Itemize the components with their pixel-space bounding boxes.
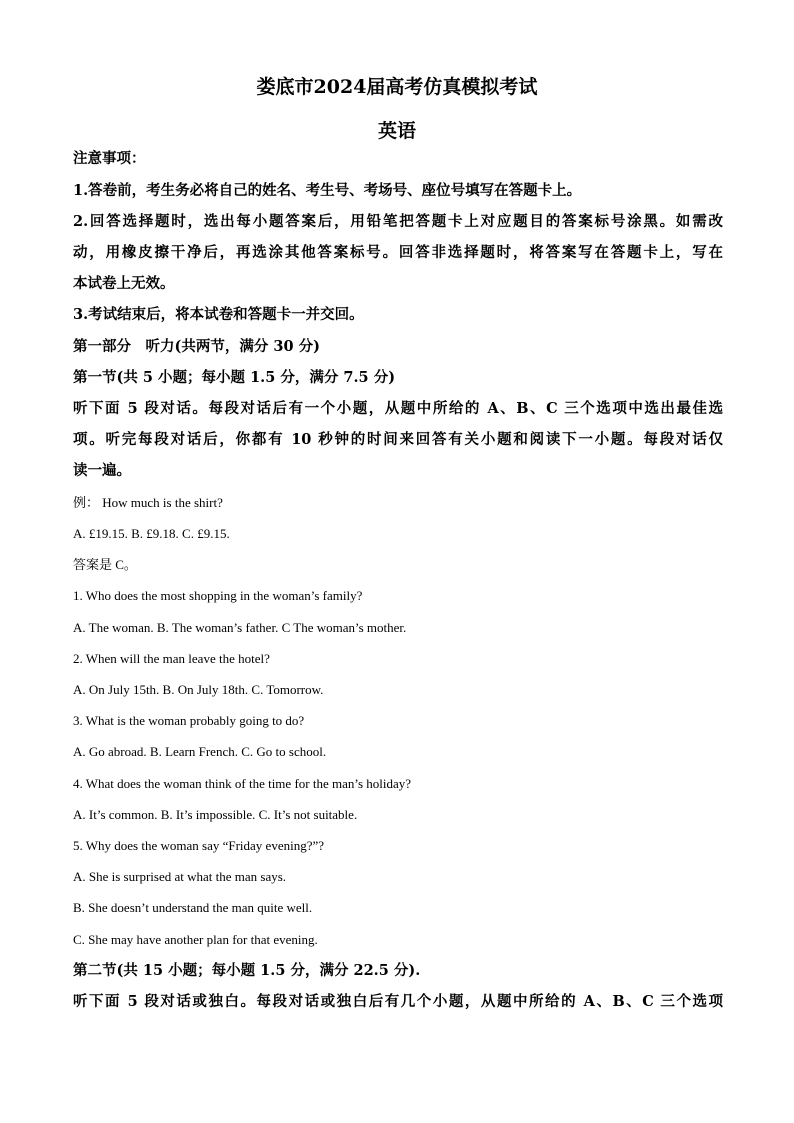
- notice-item-2-line-2: 动，用橡皮擦干净后，再选涂其他答案标号。回答非选择题时，将答案写在答题卡上，写在: [73, 244, 723, 261]
- question-5-option-b: B. She doesn’t understand the man quite well.: [73, 900, 313, 915]
- notice-item-1: 1.答卷前，考生务必将自己的姓名、考生号、考场号、座位号填写在答题卡上。: [73, 182, 582, 199]
- section-one-instruction-line-2: 项。听完每段对话后，你都有 10 秒钟的时间来回答有关小题和阅读下一小题。每段对话仅: [73, 431, 723, 448]
- section-two-instruction-line-1: 听下面 5 段对话或独白。每段对话或独白后有几个小题，从题中所给的 A、B、C 三个选项: [73, 993, 723, 1010]
- question-1: 1. Who does the most shopping in the woman’s family?: [73, 588, 363, 603]
- section-two-heading: 第二节(共 15 小题；每小题 1.5 分，满分 22.5 分).: [73, 962, 421, 979]
- subject-title: 英语: [377, 120, 416, 142]
- question-1-options: A. The woman. B. The woman’s father. C The woman’s mother.: [73, 620, 407, 635]
- question-2: 2. When will the man leave the hotel?: [73, 651, 270, 666]
- part-one-heading: 第一部分 听力(共两节，满分 30 分): [73, 338, 320, 355]
- example-question: 例： How much is the shirt?: [73, 495, 223, 510]
- notice-item-2-line-3: 本试卷上无效。: [73, 275, 175, 292]
- question-5-option-a: A. She is surprised at what the man says.: [73, 869, 287, 884]
- question-4: 4. What does the woman think of the time for the man’s holiday?: [73, 776, 412, 791]
- question-3: 3. What is the woman probably going to do?: [73, 713, 305, 728]
- notice-item-2-line-1: 2.回答选择题时，选出每小题答案后，用铅笔把答题卡上对应题目的答案标号涂黑。如需改: [73, 213, 723, 230]
- question-5-option-c: C. She may have another plan for that evening.: [73, 932, 318, 947]
- notice-heading: 注意事项：: [73, 150, 146, 167]
- question-2-options: A. On July 15th. B. On July 18th. C. Tomorrow.: [73, 682, 324, 697]
- section-one-heading: 第一节(共 5 小题；每小题 1.5 分，满分 7.5 分): [73, 369, 396, 386]
- question-5: 5. Why does the woman say “Friday evening?”?: [73, 838, 325, 853]
- section-one-instruction-line-1: 听下面 5 段对话。每段对话后有一个小题，从题中所给的 A、B、C 三个选项中选出最佳选: [73, 400, 723, 417]
- section-one-instruction-line-3: 读一遍。: [73, 462, 131, 479]
- exam-title: 娄底市2024届高考仿真模拟考试: [256, 76, 538, 98]
- question-3-options: A. Go abroad. B. Learn French. C. Go to school.: [73, 744, 327, 759]
- notice-item-3: 3.考试结束后，将本试卷和答题卡一并交回。: [73, 306, 364, 323]
- question-4-options: A. It’s common. B. It’s impossible. C. It’s not suitable.: [73, 807, 358, 822]
- example-answer: 答案是 C。: [73, 557, 137, 572]
- example-options: A. £19.15. B. £9.18. C. £9.15.: [73, 526, 230, 541]
